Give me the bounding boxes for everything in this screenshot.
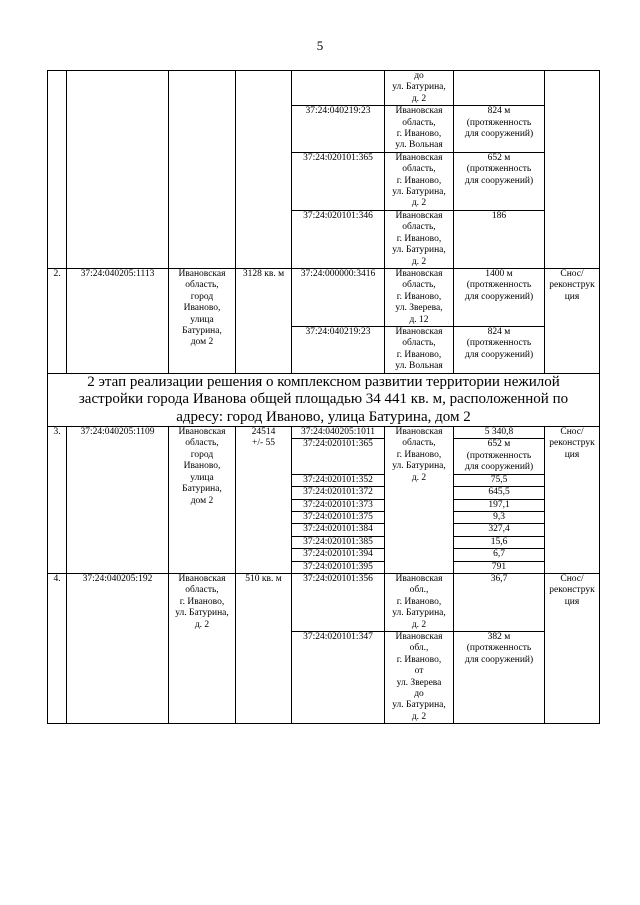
length-cell: 197,1 <box>454 499 545 511</box>
cadastral-number: 37:24:020101:373 <box>292 499 385 511</box>
length-cell: 791 <box>454 561 545 573</box>
cadastral-number: 37:24:020101:347 <box>292 631 385 723</box>
cadastral-number: 37:24:020101:372 <box>292 487 385 499</box>
cadastral-number: 37:24:020101:375 <box>292 511 385 523</box>
row-number: 4. <box>48 573 67 723</box>
length-cell: 186 <box>454 210 545 268</box>
length-cell: 1400 м (протяженность для сооружений) <box>454 268 545 326</box>
length-cell: 824 м (протяженность для сооружений) <box>454 106 545 153</box>
cadastral-number: 37:24:040205:192 <box>67 573 169 723</box>
area-cell: 24514 +/- 55 <box>236 427 292 574</box>
cadastral-number: 37:24:040205:1109 <box>67 427 169 574</box>
address-cell: Ивановская область, город Иваново, улица Батурина, дом 2 <box>169 268 236 373</box>
area-cell: 510 кв. м <box>236 573 292 723</box>
length-cell: 15,6 <box>454 536 545 548</box>
address-cell: Ивановская область, г. Иваново, ул. Зверева, д. 12 <box>385 268 454 326</box>
length-cell: 824 м (протяженность для сооружений) <box>454 326 545 373</box>
cadastral-number: 37:24:040205:1113 <box>67 268 169 373</box>
action-cell: Снос/ реконструкция <box>545 427 600 574</box>
length-cell: 382 м (протяженность для сооружений) <box>454 631 545 723</box>
cadastral-number: 37:24:040219:23 <box>292 106 385 153</box>
address-cell: Ивановская область, г. Иваново, ул. Вольная <box>385 106 454 153</box>
address-cell: Ивановская обл., г. Иваново, от ул. Зверева до ул. Батурина, д. 2 <box>385 631 454 723</box>
table-row <box>48 427 600 439</box>
length-cell: 652 м (протяженность для сооружений) <box>454 439 545 474</box>
cadastral-number: 37:24:040219:23 <box>292 326 385 373</box>
row-number: 3. <box>48 427 67 574</box>
cadastral-number: 37:24:020101:346 <box>292 210 385 268</box>
length-cell: 36,7 <box>454 573 545 631</box>
cadastral-number: 37:24:020101:365 <box>292 439 385 474</box>
length-cell: 75,5 <box>454 474 545 486</box>
length-cell: 9,3 <box>454 511 545 523</box>
table-row <box>48 268 600 326</box>
cadastral-number: 37:24:020101:365 <box>292 152 385 210</box>
cadastral-number: 37:24:020101:394 <box>292 549 385 561</box>
table-row <box>48 373 600 427</box>
action-cell: Снос/ реконструкция <box>545 268 600 373</box>
area-cell: 3128 кв. м <box>236 268 292 373</box>
length-cell: 6,7 <box>454 549 545 561</box>
table-row <box>48 573 600 631</box>
address-cell: Ивановская область, город Иваново, улица Батурина, дом 2 <box>169 427 236 574</box>
length-cell: 327,4 <box>454 524 545 536</box>
length-cell: 652 м (протяженность для сооружений) <box>454 152 545 210</box>
address-cell: Ивановская область, г. Иваново, ул. Батурина, д. 2 <box>385 152 454 210</box>
objects-table <box>47 70 600 724</box>
address-cell: Ивановская обл., г. Иваново, ул. Батурина, д. 2 <box>385 573 454 631</box>
cadastral-number: 37:24:020101:395 <box>292 561 385 573</box>
address-cell: Ивановская область, г. Иваново, ул. Батурина, д. 2 <box>385 210 454 268</box>
address-cell: Ивановская область, г. Иваново, ул. Вольная <box>385 326 454 373</box>
row-number: 2. <box>48 268 67 373</box>
cadastral-number: 37:24:020101:384 <box>292 524 385 536</box>
length-cell: 645,5 <box>454 487 545 499</box>
address-cell: до ул. Батурина, д. 2 <box>385 71 454 106</box>
cadastral-number: 37:24:000000:3416 <box>292 268 385 326</box>
cadastral-number: 37:24:020101:385 <box>292 536 385 548</box>
address-cell: Ивановская область, г. Иваново, ул. Батурина, д. 2 <box>385 427 454 574</box>
action-cell: Снос/ реконструкция <box>545 573 600 723</box>
cadastral-number: 37:24:020101:352 <box>292 474 385 486</box>
address-cell: Ивановская область, г. Иваново, ул. Батурина, д. 2 <box>169 573 236 723</box>
length-cell: 5 340,8 <box>454 427 545 439</box>
stage-heading: 2 этап реализации решения о комплексном развитии территории нежилой застройки города Иванова общей площадью 34 441 кв. м, расположенной по адресу: город Иваново, улица Батурина, дом 2 <box>48 373 600 427</box>
page-number: 5 <box>316 38 324 53</box>
cadastral-number: 37:24:020101:356 <box>292 573 385 631</box>
cadastral-number: 37:24:040205:1011 <box>292 427 385 439</box>
table-row <box>48 71 600 106</box>
